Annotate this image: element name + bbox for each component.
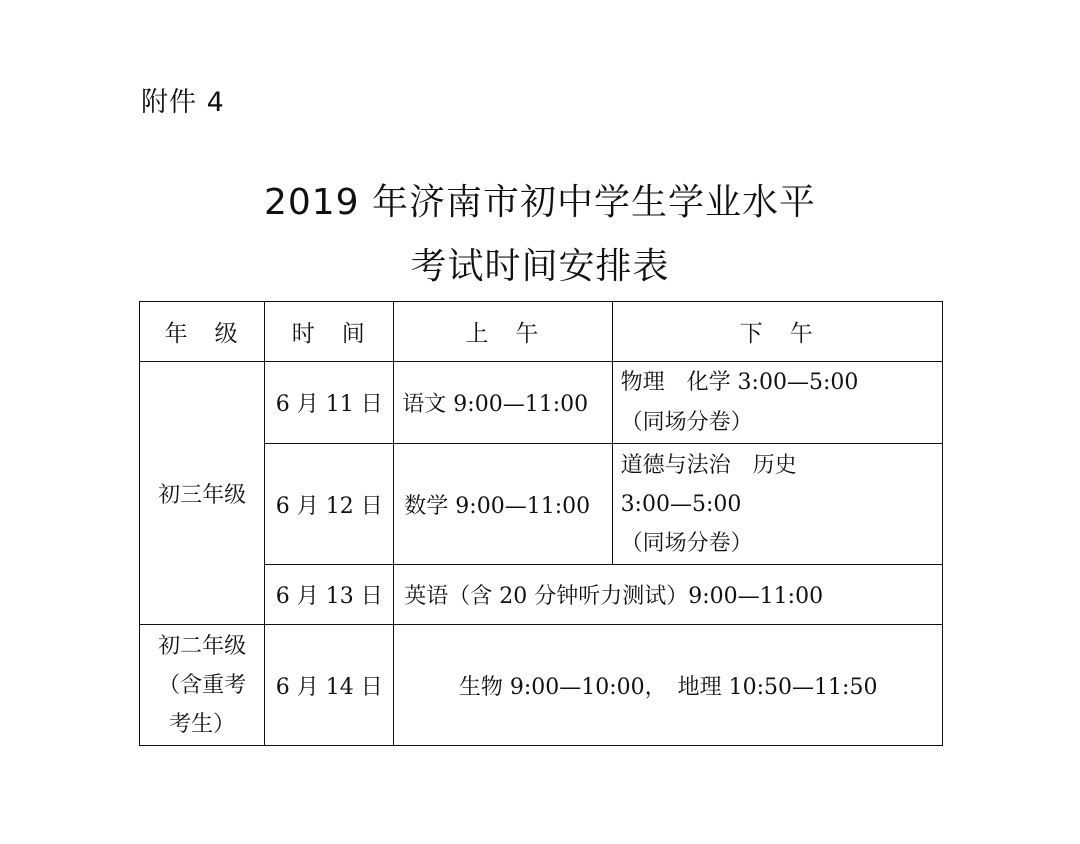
header-morning: 上 午 [394,302,612,362]
header-grade: 年 级 [140,302,265,362]
full-day-cell: 英语（含 20 分钟听力测试）9:00—11:00 [394,565,943,625]
full-day-cell: 生物 9:00—10:00， 地理 10:50—11:50 [394,625,943,746]
morning-cell: 数学 9:00—11:00 [394,444,612,565]
afternoon-line: （同场分卷） [620,409,753,435]
page-title-line-2: 考试时间安排表 [410,246,670,287]
header-time: 时 间 [265,302,394,362]
header-afternoon: 下 午 [612,302,942,362]
date-cell: 6 月 12 日 [265,444,394,565]
grade-3-cell: 初三年级 [140,362,265,625]
afternoon-cell [612,444,942,565]
date-cell: 6 月 11 日 [265,362,394,444]
afternoon-cell [612,362,942,444]
exam-schedule-table [139,301,943,746]
date-cell: 6 月 13 日 [265,565,394,625]
grade-2-line: （含重考 [158,672,247,698]
afternoon-line: 道德与法治 历史 [620,452,797,478]
morning-cell: 语文 9:00—11:00 [394,362,612,444]
page-title-line-1: 2019 年济南市初中学生学业水平 [263,182,817,223]
grade-2-cell [140,625,265,746]
table-row [140,625,943,746]
table-row [140,362,943,444]
grade-2-line: 初二年级 [158,633,247,659]
afternoon-line: 物理 化学 3:00—5:00 [620,369,859,395]
attachment-label: 附件 4 [141,87,225,118]
date-cell: 6 月 14 日 [265,625,394,746]
afternoon-line: （同场分卷） [620,530,753,556]
afternoon-line: 3:00—5:00 [620,491,742,517]
table-header-row [140,302,943,362]
grade-2-line: 考生） [169,711,236,737]
